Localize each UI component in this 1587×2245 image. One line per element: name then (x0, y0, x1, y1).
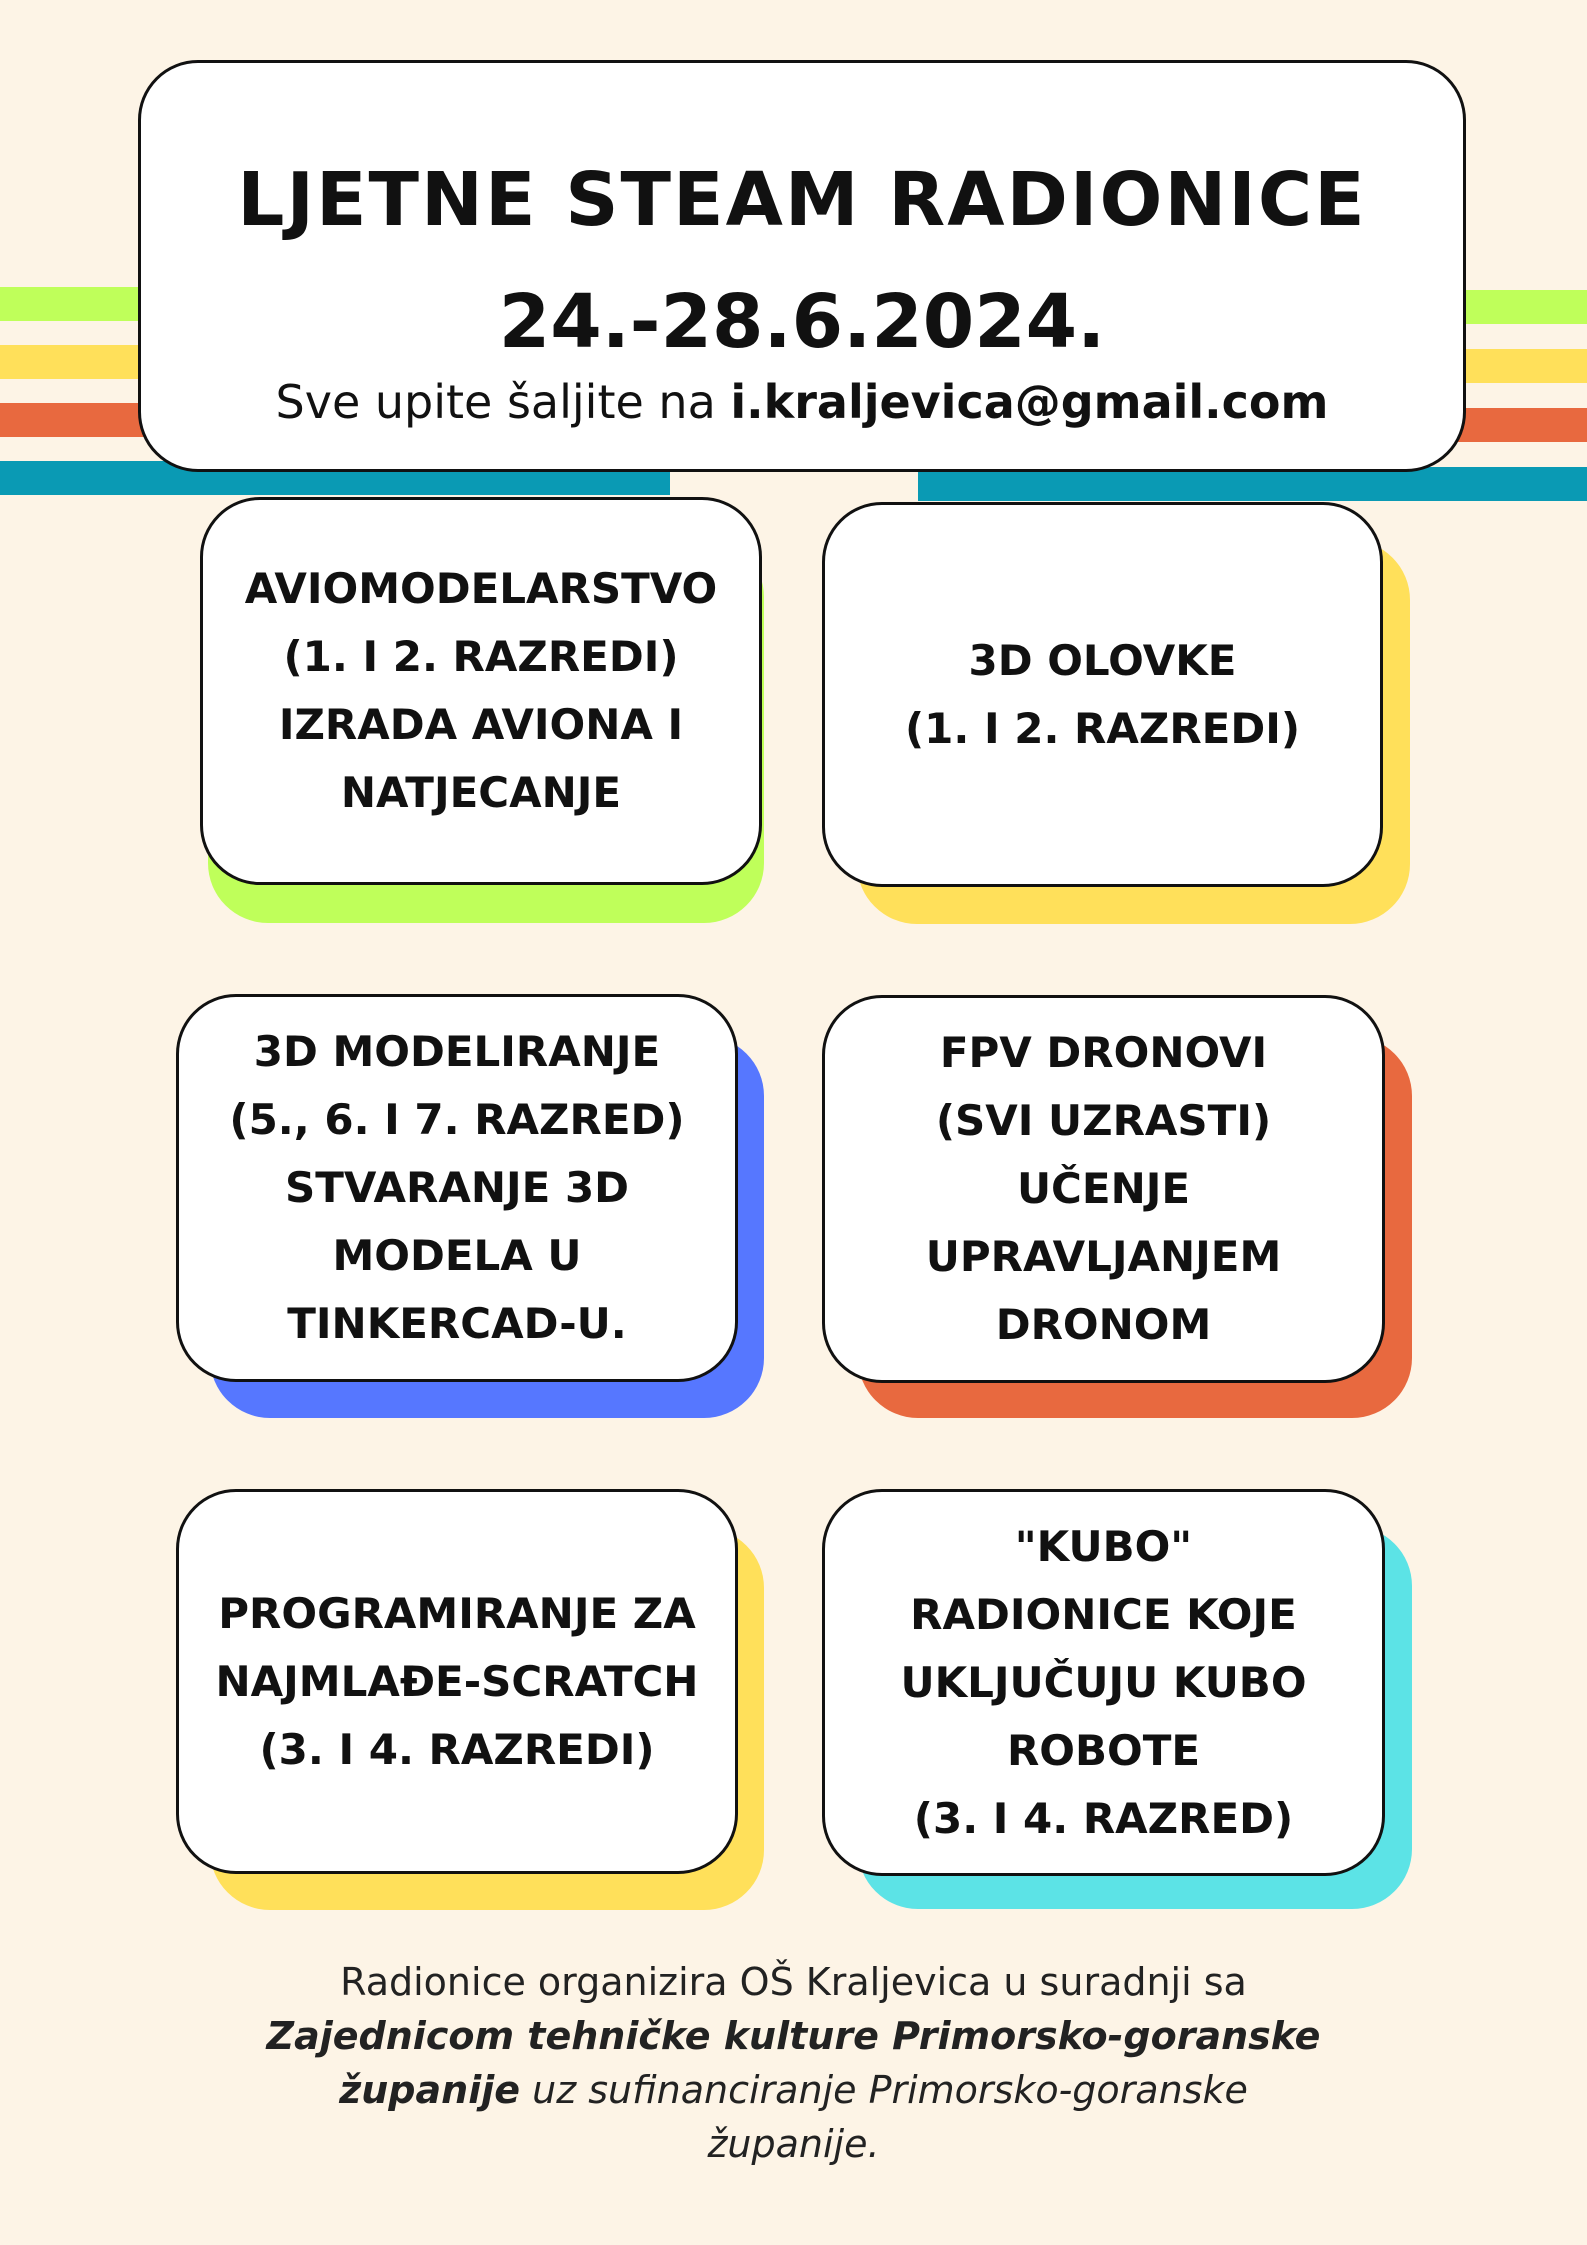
workshop-card-programiranje (176, 1489, 738, 1874)
card-line: UPRAVLJANJEM (925, 1232, 1282, 1281)
card-line: "KUBO" (1014, 1521, 1193, 1571)
event-dates: 24.-28.6.2024. (498, 279, 1106, 365)
footer-line-3-bold: županije (339, 2068, 521, 2112)
card-line: NAJMLAĐE-SCRATCH (215, 1656, 699, 1706)
card-line: UČENJE (1016, 1164, 1191, 1213)
workshop-card-3d-modeliranje (176, 994, 738, 1382)
card-line: 3D MODELIRANJE (253, 1027, 661, 1076)
card-line: NATJECANJE (340, 768, 622, 817)
workshop-card-kubo (822, 1489, 1385, 1876)
card-line: FPV DRONOVI (939, 1028, 1268, 1077)
card-line: ROBOTE (1006, 1725, 1201, 1775)
contact-line (141, 375, 1463, 429)
footer-line-3 (200, 2063, 1387, 2117)
workshop-card-aviomodelarstvo (200, 497, 762, 885)
page-title: LJETNE STEAM RADIONICE (237, 157, 1367, 243)
card-line: AVIOMODELARSTVO (244, 564, 718, 613)
card-line: PROGRAMIRANJE ZA (218, 1588, 696, 1638)
card-line: (SVI UZRASTI) (935, 1096, 1272, 1145)
card-line: DRONOM (995, 1300, 1212, 1349)
card-line: (5., 6. I 7. RAZRED) (229, 1095, 685, 1144)
card-line: IZRADA AVIONA I (278, 700, 684, 749)
footer-line-2: Zajednicom tehničke kulture Primorsko-goranske (266, 2014, 1321, 2058)
workshop-card-fpv-dronovi (822, 995, 1385, 1383)
card-line: MODELA U (332, 1231, 582, 1280)
stripe-teal-right (918, 467, 1587, 501)
card-line: STVARANJE 3D (284, 1163, 630, 1212)
card-line: (1. I 2. RAZREDI) (283, 632, 679, 681)
workshop-card-3d-olovke (822, 502, 1383, 887)
card-line: UKLJUČUJU KUBO (900, 1657, 1307, 1707)
footer-line-1: Radionice organizira OŠ Kraljevica u suradnji sa (340, 1960, 1247, 2004)
footer-line-3-rest: uz sufinanciranje Primorsko-goranske (520, 2068, 1248, 2112)
card-line: RADIONICE KOJE (910, 1589, 1297, 1639)
card-line: (3. I 4. RAZRED) (913, 1793, 1294, 1843)
card-line: (1. I 2. RAZREDI) (904, 703, 1301, 753)
card-line: 3D OLOVKE (968, 635, 1237, 685)
footer-organizer-note (200, 1955, 1387, 2171)
footer-line-4: županije. (707, 2122, 880, 2166)
contact-prefix: Sve upite šaljite na (275, 375, 731, 429)
card-line: (3. I 4. RAZREDI) (259, 1724, 655, 1774)
contact-email[interactable]: i.kraljevica@gmail.com (730, 375, 1329, 429)
header-box (138, 60, 1466, 472)
card-line: TINKERCAD-U. (287, 1299, 627, 1348)
